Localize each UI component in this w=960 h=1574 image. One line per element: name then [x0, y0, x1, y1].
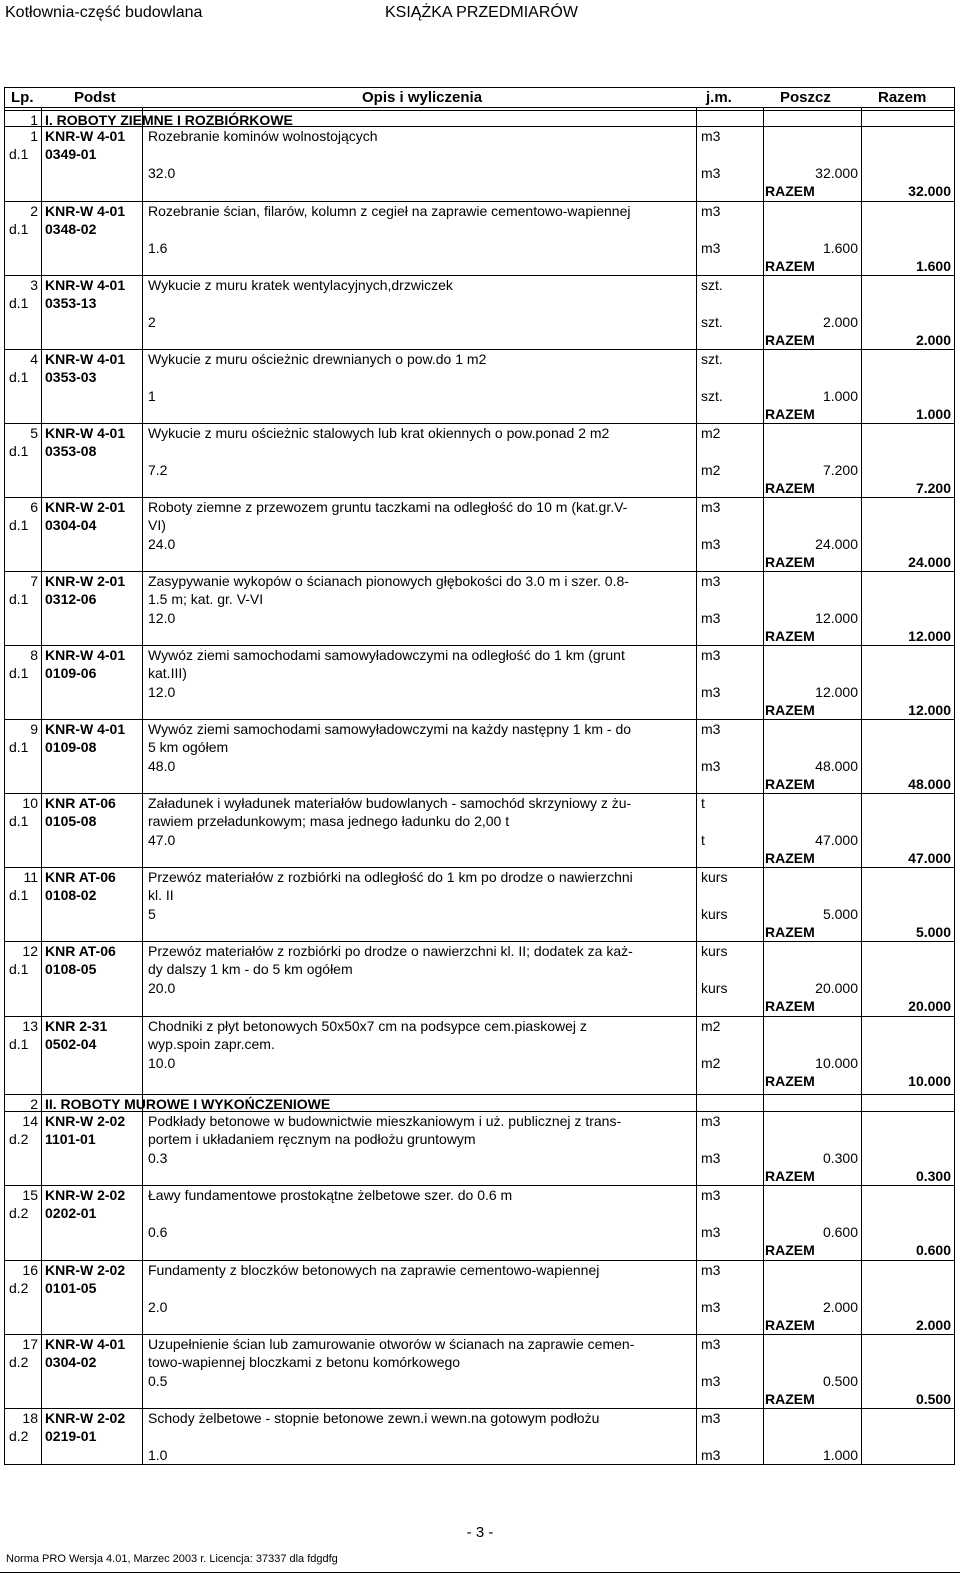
- item-total-value: 24.000: [908, 554, 951, 570]
- item-total-label: RAZEM: [765, 924, 815, 940]
- item-code: KNR-W 2-01: [45, 499, 126, 515]
- item-unit: t: [701, 795, 705, 811]
- item-total-label: RAZEM: [765, 1073, 815, 1089]
- item-total-value: 1.600: [915, 258, 951, 274]
- item-calc-unit: szt.: [701, 388, 723, 404]
- item-description: Uzupełnienie ścian lub zamurowanie otworów w ścianach na zaprawie cemen-: [148, 1336, 635, 1352]
- item-code: KNR-W 4-01: [45, 203, 126, 219]
- item-code-number: 0219-01: [45, 1428, 97, 1444]
- item-total-label: RAZEM: [765, 1391, 815, 1407]
- item-total-value: 48.000: [908, 776, 951, 792]
- item-calc-unit: szt.: [701, 314, 723, 330]
- item-description: Wywóz ziemi samochodami samowyładowczymi na odległość do 1 km (grunt: [148, 647, 625, 663]
- item-dept: d.2: [9, 1354, 29, 1370]
- item-code: KNR-W 2-02: [45, 1262, 126, 1278]
- item-code: KNR-W 4-01: [45, 647, 126, 663]
- item-calc-unit: m3: [701, 1224, 721, 1240]
- footer-license: Norma PRO Wersja 4.01, Marzec 2003 r. Licencja: 37337 dla fdgdfg: [6, 1553, 338, 1565]
- item-number: 14: [22, 1113, 38, 1129]
- item-description: Wywóz ziemi samochodami samowyładowczymi na każdy następny 1 km - do: [148, 721, 632, 737]
- item-calculation: 12.0: [148, 610, 176, 626]
- item-total-label: RAZEM: [765, 850, 815, 866]
- item-partial-value: 0.600: [822, 1224, 858, 1240]
- item-dept: d.1: [9, 591, 29, 607]
- item-number: 9: [30, 721, 38, 737]
- item-description: Przewóz materiałów z rozbiórki po drodze o nawierzchni kl. II; dodatek za każ-: [148, 943, 633, 959]
- item-code-number: 0502-04: [45, 1036, 97, 1052]
- item-calc-unit: m3: [701, 758, 721, 774]
- item-partial-value: 47.000: [815, 832, 858, 848]
- item-total-label: RAZEM: [765, 480, 815, 496]
- item-calc-unit: m3: [701, 240, 721, 256]
- item-partial-value: 1.600: [822, 240, 858, 256]
- item-calculation: 10.0: [148, 1055, 176, 1071]
- item-calc-unit: kurs: [701, 906, 728, 922]
- item-calc-unit: m2: [701, 462, 721, 478]
- item-partial-value: 2.000: [822, 314, 858, 330]
- item-calc-unit: m3: [701, 684, 721, 700]
- item-unit: kurs: [701, 869, 728, 885]
- item-total-value: 47.000: [908, 850, 951, 866]
- col-razem: Razem: [878, 89, 927, 106]
- item-code-number: 0312-06: [45, 591, 97, 607]
- item-description: Wykucie z muru ościeżnic stalowych lub krat okiennych o pow.ponad 2 m2: [148, 425, 610, 441]
- item-description: Schody żelbetowe - stopnie betonowe zewn.i wewn.na gotowym podłożu: [148, 1410, 600, 1426]
- item-unit: kurs: [701, 943, 728, 959]
- item-calculation: 2: [148, 314, 156, 330]
- item-description-cont: dy dalszy 1 km - do 5 km ogółem: [148, 961, 353, 977]
- item-code: KNR-W 4-01: [45, 128, 126, 144]
- item-number: 12: [22, 943, 38, 959]
- item-number: 8: [30, 647, 38, 663]
- item-dept: d.1: [9, 665, 29, 681]
- item-code: KNR AT-06: [45, 869, 116, 885]
- item-calculation: 0.3: [148, 1150, 168, 1166]
- item-number: 13: [22, 1018, 38, 1034]
- item-total-value: 20.000: [908, 998, 951, 1014]
- item-unit: m3: [701, 1187, 721, 1203]
- item-description: Roboty ziemne z przewozem gruntu taczkami na odległość do 10 m (kat.gr.V-: [148, 499, 628, 515]
- item-description: Wykucie z muru ościeżnic drewnianych o pow.do 1 m2: [148, 351, 487, 367]
- item-calculation: 32.0: [148, 165, 176, 181]
- item-description-cont: 1.5 m; kat. gr. V-VI: [148, 591, 264, 607]
- item-calculation: 1.0: [148, 1447, 168, 1463]
- item-total-label: RAZEM: [765, 554, 815, 570]
- item-dept: d.2: [9, 1205, 29, 1221]
- col-podst: Podst: [74, 89, 116, 106]
- item-description: Chodniki z płyt betonowych 50x50x7 cm na podsypce cem.piaskowej z: [148, 1018, 587, 1034]
- item-description-cont: kl. II: [148, 887, 174, 903]
- section-number: 1: [30, 112, 38, 128]
- col-lp: Lp.: [11, 89, 34, 106]
- item-partial-value: 12.000: [815, 610, 858, 626]
- item-dept: d.1: [9, 887, 29, 903]
- col-poszcz: Poszcz: [780, 89, 831, 106]
- item-unit: m3: [701, 1262, 721, 1278]
- item-dept: d.1: [9, 146, 29, 162]
- section-title: I. ROBOTY ZIEMNE I ROZBIÓRKOWE: [45, 112, 293, 128]
- item-total-value: 12.000: [908, 628, 951, 644]
- item-dept: d.1: [9, 517, 29, 533]
- item-number: 15: [22, 1187, 38, 1203]
- item-calc-unit: m2: [701, 1055, 721, 1071]
- item-description: Przewóz materiałów z rozbiórki na odległość do 1 km po drodze o nawierzchni: [148, 869, 633, 885]
- item-total-value: 1.000: [915, 406, 951, 422]
- item-number: 10: [22, 795, 38, 811]
- item-partial-value: 12.000: [815, 684, 858, 700]
- item-code-number: 0202-01: [45, 1205, 97, 1221]
- item-code-number: 0353-13: [45, 295, 97, 311]
- item-description-cont: rawiem przeładunkowym; masa jednego ładunku do 2,00 t: [148, 813, 510, 829]
- item-code-number: 0108-05: [45, 961, 97, 977]
- item-total-label: RAZEM: [765, 1317, 815, 1333]
- header-document-title: KSIĄŻKA PRZEDMIARÓW: [385, 4, 578, 21]
- item-dept: d.1: [9, 221, 29, 237]
- item-unit: m2: [701, 425, 721, 441]
- item-calculation: 0.5: [148, 1373, 168, 1389]
- item-description: Rozebranie ścian, filarów, kolumn z cegieł na zaprawie cementowo-wapiennej: [148, 203, 631, 219]
- item-calculation: 1: [148, 388, 156, 404]
- section-title: II. ROBOTY MUROWE I WYKOŃCZENIOWE: [45, 1096, 331, 1112]
- item-dept: d.2: [9, 1131, 29, 1147]
- item-description-cont: towo-wapiennej bloczkami z betonu komórkowego: [148, 1354, 461, 1370]
- item-total-value: 12.000: [908, 702, 951, 718]
- item-calc-unit: kurs: [701, 980, 728, 996]
- item-total-value: 0.600: [915, 1242, 951, 1258]
- section-number: 2: [30, 1096, 38, 1112]
- item-total-value: 32.000: [908, 183, 951, 199]
- item-dept: d.1: [9, 295, 29, 311]
- item-partial-value: 10.000: [815, 1055, 858, 1071]
- item-code-number: 0349-01: [45, 146, 97, 162]
- item-number: 17: [22, 1336, 38, 1352]
- table-header: [5, 88, 954, 108]
- item-number: 3: [30, 277, 38, 293]
- item-code: KNR-W 2-02: [45, 1113, 126, 1129]
- item-total-label: RAZEM: [765, 776, 815, 792]
- item-total-label: RAZEM: [765, 702, 815, 718]
- item-calculation: 5: [148, 906, 156, 922]
- item-partial-value: 20.000: [815, 980, 858, 996]
- item-description-cont: VI): [148, 517, 166, 533]
- item-calculation: 24.0: [148, 536, 176, 552]
- item-dept: d.1: [9, 443, 29, 459]
- item-description: Rozebranie kominów wolnostojących: [148, 128, 378, 144]
- item-number: 2: [30, 203, 38, 219]
- item-unit: m3: [701, 128, 721, 144]
- item-unit: szt.: [701, 277, 723, 293]
- item-total-label: RAZEM: [765, 258, 815, 274]
- item-code: KNR AT-06: [45, 943, 116, 959]
- item-unit: m3: [701, 1410, 721, 1426]
- item-code: KNR-W 2-02: [45, 1410, 126, 1426]
- item-unit: m3: [701, 1113, 721, 1129]
- item-calc-unit: m3: [701, 536, 721, 552]
- item-description: Załadunek i wyładunek materiałów budowlanych - samochód skrzyniowy z żu-: [148, 795, 632, 811]
- item-description-cont: wyp.spoin zapr.cem.: [148, 1036, 275, 1052]
- item-code-number: 0101-05: [45, 1280, 97, 1296]
- item-unit: m2: [701, 1018, 721, 1034]
- estimate-table: [4, 87, 955, 1465]
- item-description: Zasypywanie wykopów o ścianach pionowych głębokości do 3.0 m i szer. 0.8-: [148, 573, 629, 589]
- item-number: 6: [30, 499, 38, 515]
- item-calculation: 47.0: [148, 832, 176, 848]
- item-partial-value: 0.500: [822, 1373, 858, 1389]
- item-total-label: RAZEM: [765, 406, 815, 422]
- footer-divider: [0, 1572, 960, 1573]
- item-unit: m3: [701, 573, 721, 589]
- item-code-number: 0353-08: [45, 443, 97, 459]
- item-code: KNR-W 4-01: [45, 425, 126, 441]
- item-description: Fundamenty z bloczków betonowych na zaprawie cementowo-wapiennej: [148, 1262, 600, 1278]
- item-calc-unit: m3: [701, 1150, 721, 1166]
- item-calc-unit: m3: [701, 610, 721, 626]
- item-code: KNR-W 2-01: [45, 573, 126, 589]
- item-calculation: 0.6: [148, 1224, 168, 1240]
- item-description-cont: 5 km ogółem: [148, 739, 229, 755]
- col-opis: Opis i wyliczenia: [362, 89, 483, 106]
- item-unit: m3: [701, 1336, 721, 1352]
- item-calculation: 7.2: [148, 462, 168, 478]
- item-code: KNR AT-06: [45, 795, 116, 811]
- item-code-number: 1101-01: [45, 1131, 96, 1147]
- item-code: KNR 2-31: [45, 1018, 108, 1034]
- item-partial-value: 32.000: [815, 165, 858, 181]
- item-number: 18: [22, 1410, 38, 1426]
- item-dept: d.1: [9, 813, 29, 829]
- item-code-number: 0109-08: [45, 739, 97, 755]
- item-total-label: RAZEM: [765, 332, 815, 348]
- item-total-label: RAZEM: [765, 183, 815, 199]
- item-code-number: 0353-03: [45, 369, 97, 385]
- item-unit: m3: [701, 721, 721, 737]
- item-partial-value: 0.300: [822, 1150, 858, 1166]
- item-total-value: 10.000: [908, 1073, 951, 1089]
- item-unit: szt.: [701, 351, 723, 367]
- item-code-number: 0304-04: [45, 517, 97, 533]
- item-number: 7: [30, 573, 38, 589]
- item-code: KNR-W 2-02: [45, 1187, 126, 1203]
- item-code-number: 0105-08: [45, 813, 97, 829]
- item-description-cont: kat.III): [148, 665, 187, 681]
- item-total-label: RAZEM: [765, 628, 815, 644]
- item-description: Ławy fundamentowe prostokątne żelbetowe szer. do 0.6 m: [148, 1187, 513, 1203]
- item-description: Podkłady betonowe w budownictwie mieszkaniowym i uż. publicznej z trans-: [148, 1113, 622, 1129]
- item-description: Wykucie z muru kratek wentylacyjnych,drzwiczek: [148, 277, 453, 293]
- item-number: 5: [30, 425, 38, 441]
- item-dept: d.1: [9, 369, 29, 385]
- item-calculation: 20.0: [148, 980, 176, 996]
- item-dept: d.1: [9, 739, 29, 755]
- item-calculation: 12.0: [148, 684, 176, 700]
- item-code-number: 0109-06: [45, 665, 97, 681]
- item-calc-unit: t: [701, 832, 705, 848]
- item-total-value: 7.200: [915, 480, 951, 496]
- item-partial-value: 1.000: [822, 388, 858, 404]
- item-number: 4: [30, 351, 38, 367]
- item-total-label: RAZEM: [765, 1242, 815, 1258]
- item-unit: m3: [701, 203, 721, 219]
- item-code: KNR-W 4-01: [45, 277, 126, 293]
- item-code-number: 0304-02: [45, 1354, 97, 1370]
- item-code: KNR-W 4-01: [45, 351, 126, 367]
- item-calc-unit: m3: [701, 1373, 721, 1389]
- item-total-value: 2.000: [915, 332, 951, 348]
- item-unit: m3: [701, 647, 721, 663]
- item-dept: d.1: [9, 961, 29, 977]
- item-partial-value: 7.200: [822, 462, 858, 478]
- item-dept: d.2: [9, 1280, 29, 1296]
- item-code-number: 0348-02: [45, 221, 97, 237]
- item-dept: d.2: [9, 1428, 29, 1444]
- header-project-title: Kotłownia-część budowlana: [5, 4, 203, 21]
- item-partial-value: 24.000: [815, 536, 858, 552]
- item-unit: m3: [701, 499, 721, 515]
- item-dept: d.1: [9, 1036, 29, 1052]
- item-calc-unit: m3: [701, 1447, 721, 1463]
- item-total-value: 5.000: [915, 924, 951, 940]
- item-calculation: 1.6: [148, 240, 168, 256]
- page-number: - 3 -: [466, 1524, 494, 1541]
- item-total-label: RAZEM: [765, 998, 815, 1014]
- item-calculation: 48.0: [148, 758, 176, 774]
- item-partial-value: 2.000: [822, 1299, 858, 1315]
- col-jm: j.m.: [706, 89, 732, 106]
- item-total-value: 0.500: [915, 1391, 951, 1407]
- item-number: 16: [22, 1262, 38, 1278]
- item-calc-unit: m3: [701, 1299, 721, 1315]
- item-partial-value: 48.000: [815, 758, 858, 774]
- item-code: KNR-W 4-01: [45, 721, 126, 737]
- item-partial-value: 5.000: [822, 906, 858, 922]
- item-number: 11: [23, 869, 38, 885]
- item-calculation: 2.0: [148, 1299, 168, 1315]
- item-code: KNR-W 4-01: [45, 1336, 126, 1352]
- item-partial-value: 1.000: [822, 1447, 858, 1463]
- item-calc-unit: m3: [701, 165, 721, 181]
- item-total-value: 0.300: [915, 1168, 951, 1184]
- item-code-number: 0108-02: [45, 887, 97, 903]
- item-number: 1: [30, 128, 38, 144]
- item-total-value: 2.000: [915, 1317, 951, 1333]
- item-description-cont: portem i układaniem ręcznym na podłożu gruntowym: [148, 1131, 476, 1147]
- item-total-label: RAZEM: [765, 1168, 815, 1184]
